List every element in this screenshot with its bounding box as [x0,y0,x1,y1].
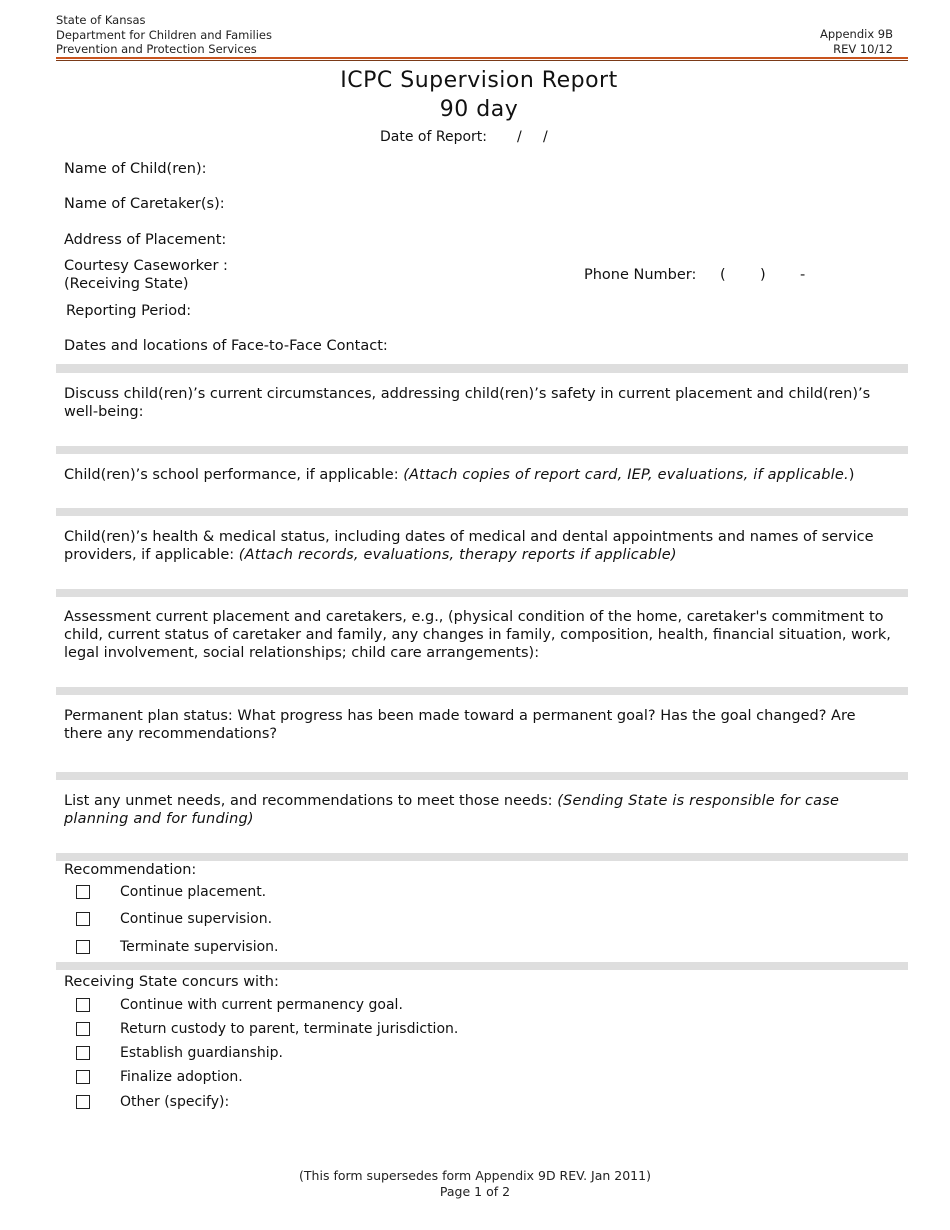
checkbox[interactable] [76,1095,90,1109]
circumstances-prompt[interactable]: Discuss child(ren)’s current circumstances, addressing child(ren)’s safety in current placement and child(ren)’s well-being: [64,386,871,420]
option-label: Continue with current permanency goal. [120,997,403,1013]
section-divider [56,687,908,695]
school-note: (Attach copies of report card, IEP, evaluations, if applicable. [403,467,849,483]
revision-label: REV 10/12 [833,41,893,56]
phone-close-paren: ) [760,267,766,283]
unmet-needs-prompt[interactable] [64,792,898,828]
section-divider [56,446,908,454]
page-number: Page 1 of 2 [439,1184,511,1199]
form-id-header [820,27,893,56]
health-note: (Attach records, evaluations, therapy reports if applicable) [238,547,677,563]
page-title [0,66,950,124]
header-rule-dark [56,60,908,61]
section-divider [56,589,908,597]
date-slash-2: / [543,129,548,145]
health-status-prompt[interactable] [64,528,898,564]
child-name-field[interactable]: Name of Child(ren): [64,161,207,177]
recommendation-label: Recommendation: [64,862,197,878]
unmet-needs-note: (Sending State is responsible for case planning and for funding) [64,793,840,827]
checkbox[interactable] [76,885,90,899]
department-name: Department for Children and Families [56,27,272,42]
title-line-2: 90 day [439,97,519,122]
checkbox[interactable] [76,1070,90,1084]
school-note-close: ) [848,467,855,483]
receiving-state-label: (Receiving State) [64,276,189,292]
checkbox[interactable] [76,1022,90,1036]
concurs-label: Receiving State concurs with: [64,974,279,990]
division-name: Prevention and Protection Services [56,42,257,56]
courtesy-caseworker-label: Courtesy Caseworker : [64,258,228,274]
school-performance-prompt[interactable] [64,466,898,484]
phone-open-paren: ( [720,267,726,283]
section-divider [56,962,908,970]
date-of-report-label: Date of Report: [380,129,487,145]
header-rule-orange [56,57,908,59]
courtesy-caseworker-field[interactable] [64,257,228,293]
checkbox[interactable] [76,1046,90,1060]
option-label: Other (specify): [120,1094,230,1110]
appendix-label: Appendix 9B [820,27,893,41]
health-text: Child(ren)’s health & medical status, including dates of medical and dental appointments and names of service providers, if applicable: [64,529,874,563]
date-of-report [380,129,487,145]
phone-number-label: Phone Number: [584,267,697,283]
unmet-needs-text: List any unmet needs, and recommendations to meet those needs: [64,793,558,809]
option-label: Establish guardianship. [120,1045,283,1061]
reporting-period-field[interactable]: Reporting Period: [66,303,192,319]
section-divider [56,508,908,516]
date-slash-1: / [517,129,522,145]
phone-dash: - [800,267,806,283]
address-field[interactable]: Address of Placement: [64,232,227,248]
supersedes-note: (This form supersedes form Appendix 9D REV. Jan 2011) [299,1168,651,1183]
caretaker-name-field[interactable]: Name of Caretaker(s): [64,196,225,212]
option-label: Continue supervision. [120,911,273,927]
title-line-1: ICPC Supervision Report [340,68,618,93]
option-label: Continue placement. [120,884,267,900]
face-to-face-field[interactable]: Dates and locations of Face-to-Face Contact: [64,338,388,354]
page-footer [0,1168,950,1200]
checkbox[interactable] [76,940,90,954]
agency-header [56,13,272,57]
school-text: Child(ren)’s school performance, if applicable: [64,467,404,483]
option-label: Return custody to parent, terminate jurisdiction. [120,1021,459,1037]
option-label: Terminate supervision. [120,939,279,955]
section-divider [56,853,908,861]
section-divider [56,772,908,780]
section-divider [56,364,908,373]
placement-assessment-prompt[interactable]: Assessment current placement and caretakers, e.g., (physical condition of the home, caretaker's commitment to child, current status of caretaker and family, any changes in family, composition, health, financial situation, work, legal involvement, social relationships; child care arrangements): [64,609,891,661]
state-name: State of Kansas [56,13,146,27]
checkbox[interactable] [76,998,90,1012]
option-label: Finalize adoption. [120,1069,243,1085]
checkbox[interactable] [76,912,90,926]
permanent-plan-prompt[interactable]: Permanent plan status: What progress has been made toward a permanent goal? Has the goal changed? Are there any recommendations? [64,708,856,742]
